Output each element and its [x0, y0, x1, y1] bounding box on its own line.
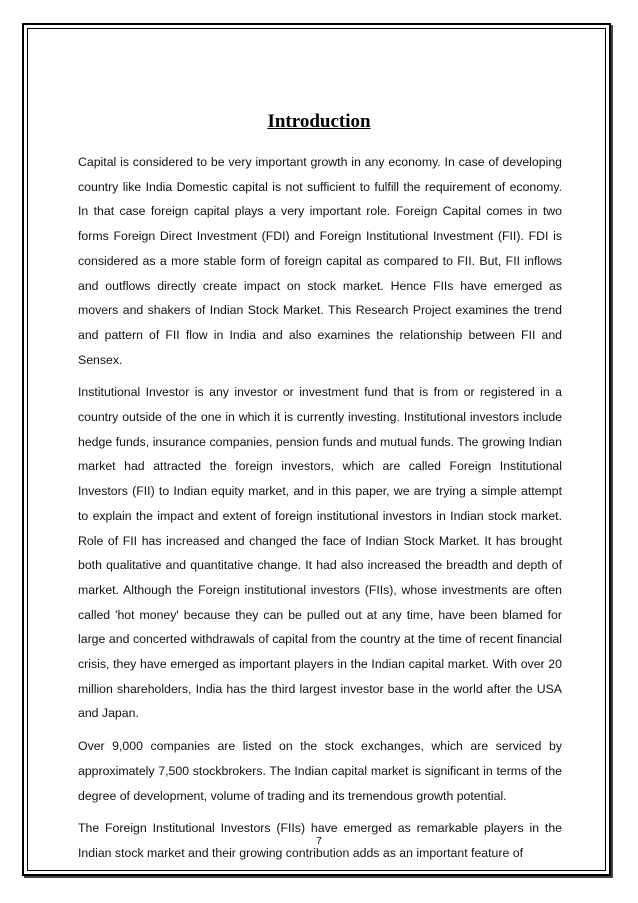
body-text — [78, 150, 562, 874]
paragraph-4: The Foreign Institutional Investors (FIIs) have emerged as remarkable players in the Indian stock market and their growing contribution adds as an important feature of — [78, 821, 562, 860]
paragraph-1: Capital is considered to be very important growth in any economy. In case of developing country like India Domestic capital is not sufficient to fulfill the requirement of economy. In that case foreign capital plays a very important role. Foreign Capital comes in two forms Foreign Direct Investment (FDI) and Foreign Institutional Investment (FII). FDI is considered as a more stable form of foreign capital as compared to FII. But, FII inflows and outflows directly create impact on stock market. Hence FIIs have emerged as movers and shakers of Indian Stock Market. This Research Project examines the trend and pattern of FII flow in India and also examines the relationship between FII and Sensex. — [78, 155, 562, 367]
paragraph-2: Institutional Investor is any investor or investment fund that is from or registered in a country outside of the one in which it is currently investing. Institutional investors include hedge funds, insurance companies, pension funds and mutual funds. The growing Indian market had attracted the foreign investors, which are called Foreign Institutional Investors (FII) to Indian equity market, and in this paper, we are trying a simple attempt to explain the impact and extent of foreign institutional investors in Indian stock market. Role of FII has increased and changed the face of Indian Stock Market. It has brought both qualitative and quantitative change. It had also increased the breadth and depth of market. Although the Foreign institutional investors (FIIs), whose investments are often called 'hot money' because they can be pulled out at any time, have been blamed for large and concerted withdrawals of capital from the country at the time of recent financial crisis, they have emerged as important players in the Indian capital market. With over 20 million shareholders, India has the third largest investor base in the world after the USA and Japan. — [78, 385, 562, 721]
page-number: 7 — [316, 836, 322, 847]
paragraph-3: Over 9,000 companies are listed on the stock exchanges, which are serviced by approximately 7,500 stockbrokers. The Indian capital market is significant in terms of the degree of development, volume of trading and its tremendous growth potential. — [78, 739, 562, 803]
page-title: Introduction — [267, 111, 371, 132]
